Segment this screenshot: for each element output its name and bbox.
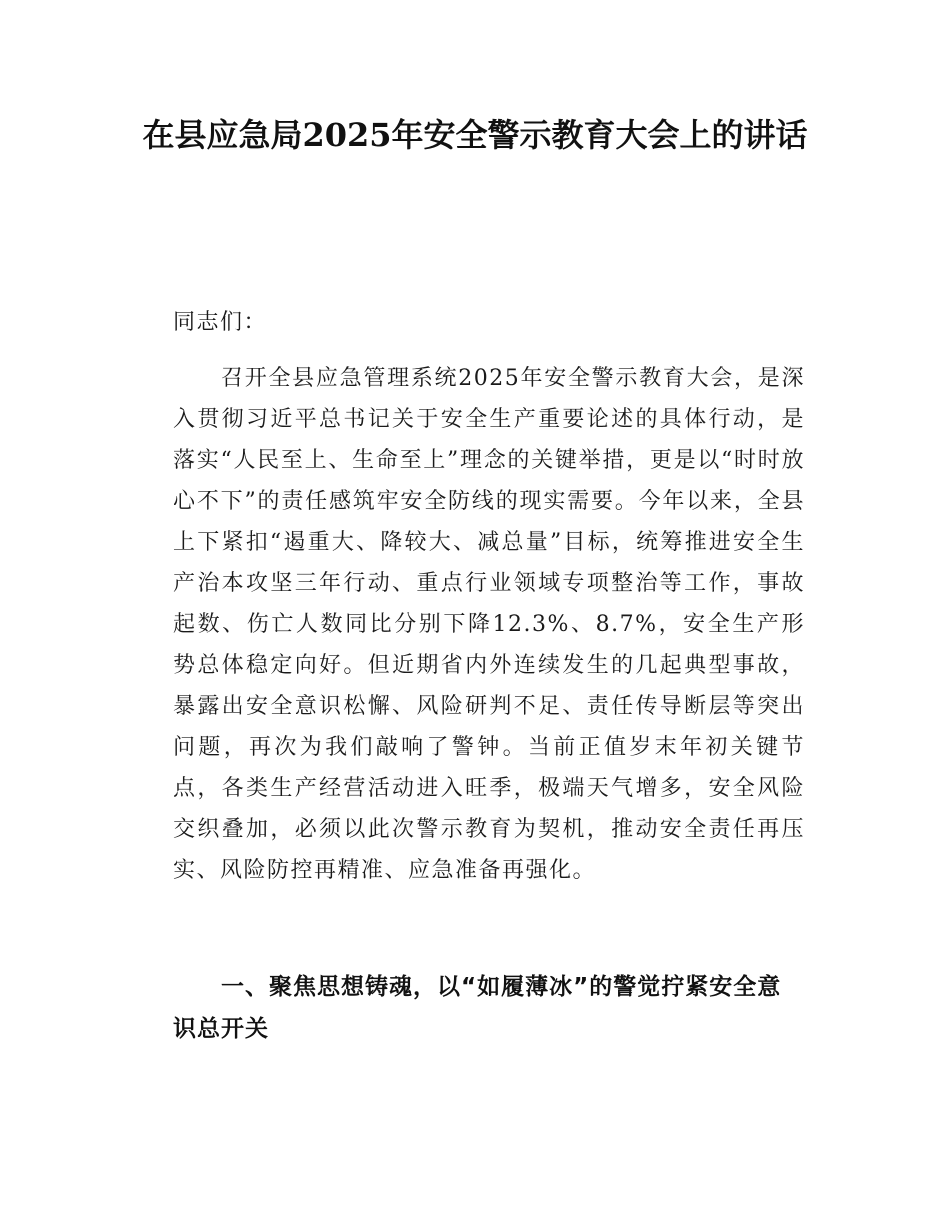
intro-paragraph: 召开全县应急管理系统2025年安全警示教育大会，是深入贯彻习近平总书记关于安全生产重要论述的具体行动，是落实“人民至上、生命至上”理念的关键举措，更是以“时时放心不下”的责任感筑牢安全防线的现实需要。今年以来，全县上下紧扣“遏重大、降较大、减总量”目标，统筹推进安全生产治本攻坚三年行动、重点行业领域专项整治等工作，事故起数、伤亡人数同比分别下降12.3%、8.7%，安全生产形势总体稳定向好。但近期省内外连续发生的几起典型事故，暴露出安全意识松懈、风险研判不足、责任传导断层等突出问题，再次为我们敲响了警钟。当前正值岁末年初关键节点，各类生产经营活动进入旺季，极端天气增多，安全风险交织叠加，必须以此次警示教育为契机，推动安全责任再压实、风险防控再精准、应急准备再强化。 [173,366,805,883]
salutation: 同志们： [173,310,268,335]
section-heading-1: 一、聚焦思想铸魂，以“如履薄冰”的警觉拧紧安全意识总开关 [173,974,782,1042]
document-title: 在县应急局2025年安全警示教育大会上的讲话 [142,116,808,154]
